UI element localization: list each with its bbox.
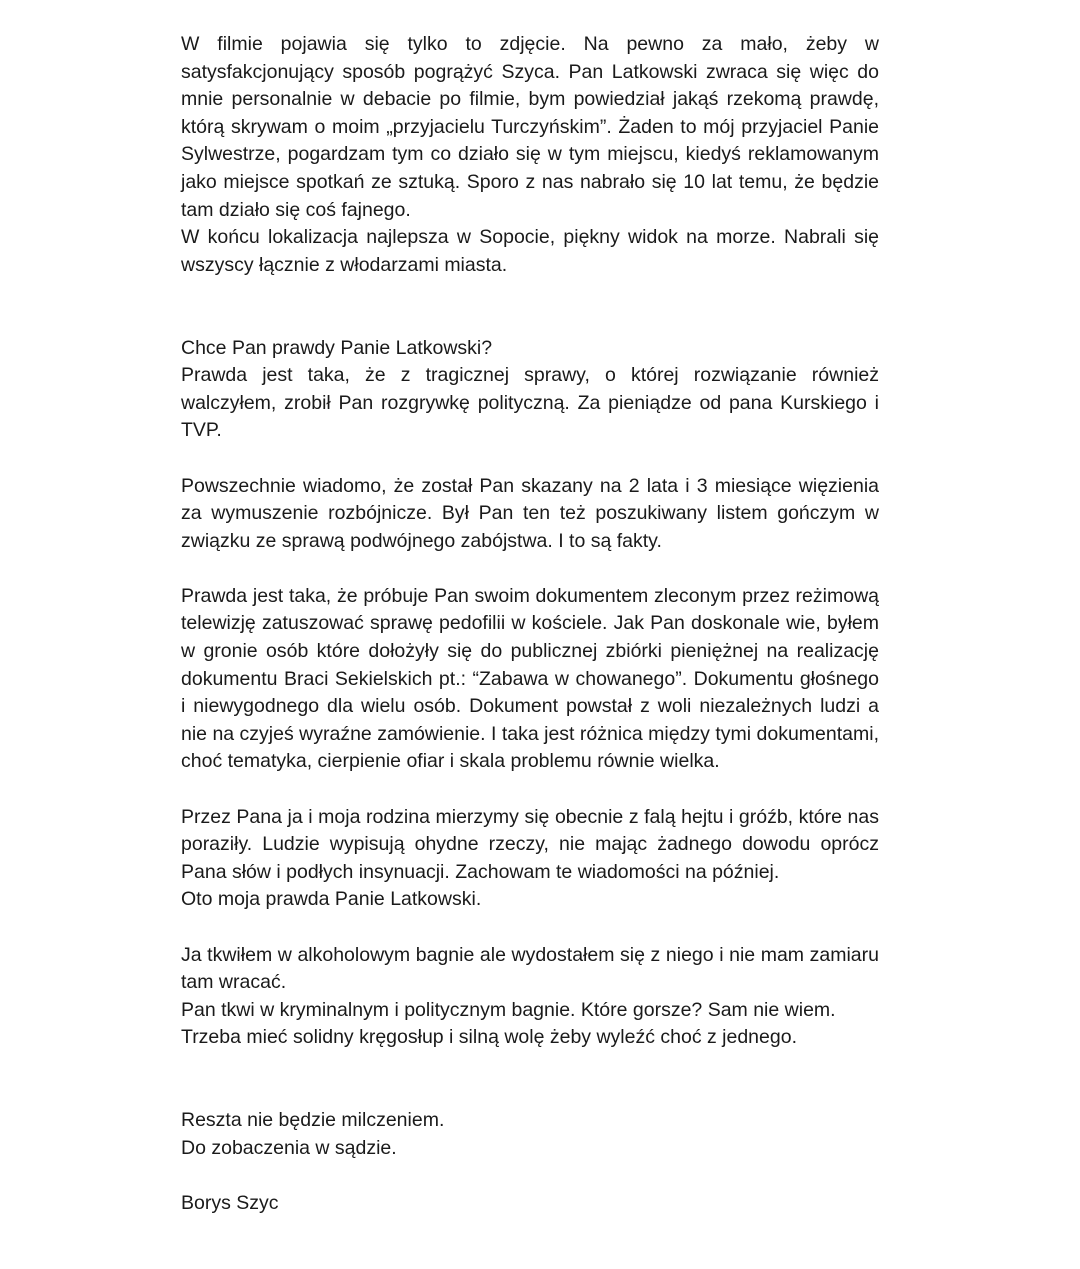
paragraph-political-game: Prawda jest taka, że z tragicznej sprawy, o której rozwiązanie również walczyłem, zrobił Pan rozgrywkę polityczną. Za pieniądze od pana Kurskiego i TVP. <box>181 364 879 442</box>
paragraph-question: Chce Pan prawdy Panie Latkowski? <box>181 336 493 359</box>
spacer <box>181 1162 879 1190</box>
letter-body <box>181 31 879 1218</box>
paragraph-my-truth: Oto moja prawda Panie Latkowski. <box>181 888 482 911</box>
signature: Borys Szyc <box>181 1191 279 1214</box>
spacer <box>181 555 879 583</box>
paragraph-not-silence: Reszta nie będzie milczeniem. <box>181 1109 445 1132</box>
paragraph-documentary: Prawda jest taka, że próbuje Pan swoim dokumentem zleconym przez reżimową telewizję zatuszować sprawę pedofilii w kościele. Jak Pan doskonale wie, byłem w gronie osób które dołożyły się do publicznej zbiórki pieniężnej na realizację dokumentu Braci Sekielskich pt.: “Zabawa w chowanego”. Dokumentu głośnego i niewygodnego dla wielu osób. Dokument powstał z woli niezależnych ludzi a nie na czyjeś wyraźne zamówienie. I taka jest różnica między tymi dokumentami, choć tematyka, cierpienie ofiar i skala problemu równie wielka. <box>181 584 879 773</box>
paragraph-sopot-location: W końcu lokalizacja najlepsza w Sopocie, piękny widok na morze. Nabrali się wszyscy łącznie z włodarzami miasta. <box>181 226 879 276</box>
spacer <box>181 1052 879 1107</box>
spacer <box>181 279 879 334</box>
paragraph-criminal: Pan tkwi w kryminalnym i politycznym bagnie. Które gorsze? Sam nie wiem. <box>181 998 836 1021</box>
paragraph-spine: Trzeba mieć solidny kręgosłup i silną wolę żeby wyleźć choć z jednego. <box>181 1026 797 1049</box>
paragraph-film-photo: W filmie pojawia się tylko to zdjęcie. Na pewno za mało, żeby w satysfakcjonujący sposób pogrążyć Szyca. Pan Latkowski zwraca się więc do mnie personalnie w debacie po filmie, bym powiedział jakąś rzekomą prawdę, którą skrywam o moim „przyjacielu Turczyńskim”. Żaden to mój przyjaciel Panie Sylwestrze, pogardzam tym co działo się w tym miejscu, kiedyś reklamowanym jako miejsce spotkań ze sztuką. Sporo z nas nabrało się 10 lat temu, że będzie tam działo się coś fajnego. <box>181 33 879 221</box>
paragraph-facts: Powszechnie wiadomo, że został Pan skazany na 2 lata i 3 miesiące więzienia za wymuszenie rozbójnicze. Był Pan ten też poszukiwany listem gończym w związku ze sprawą podwójnego zabójstwa. I to są fakty. <box>181 474 879 552</box>
spacer <box>181 776 879 804</box>
paragraph-hate: Przez Pana ja i moja rodzina mierzymy się obecnie z falą hejtu i gróźb, które nas poraziły. Ludzie wypisują ohydne rzeczy, nie mając żadnego dowodu oprócz Pana słów i podłych insynuacji. Zachowam te wiadomości na później. <box>181 805 879 883</box>
spacer <box>181 914 879 942</box>
spacer <box>181 445 879 473</box>
paragraph-alcohol: Ja tkwiłem w alkoholowym bagnie ale wydostałem się z niego i nie mam zamiaru tam wracać. <box>181 943 879 994</box>
paragraph-see-you-in-court: Do zobaczenia w sądzie. <box>181 1136 397 1159</box>
